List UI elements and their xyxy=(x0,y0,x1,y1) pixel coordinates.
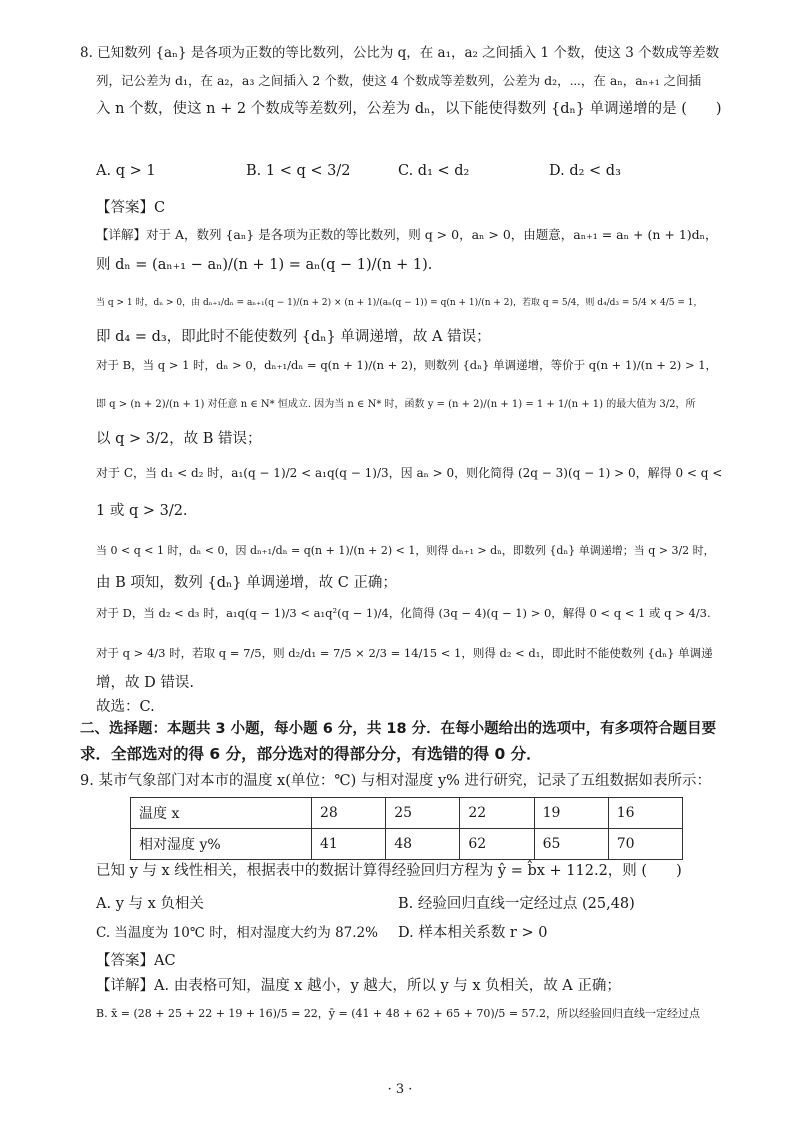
q8-solution-line-5: 对于 B，当 q > 1 时，dₙ > 0，dₙ₊₁/dₙ = q(n + 1)/(n + 2)，则数列 {dₙ} 单调递增，等价于 q(n + 1)/(n + 2) > 1， xyxy=(96,358,718,372)
q8-solution-line-3: 当 q > 1 时，dₙ > 0，由 dₙ₊₁/dₙ = aₙ₊₁(q − 1)/(n + 2) × (n + 1)/(aₙ(q − 1)) = q(n + 1)/(n + 2)，若取 q = 5/4，则 d₄/d₃ = 5/4 × 4/5 = 1， xyxy=(96,298,703,308)
q9-stem: 9. 某市气象部门对本市的温度 x(单位：℃) 与相对湿度 y% 进行研究，记录了五组数据如表所示： xyxy=(80,773,712,789)
q8-solution-line-12: 对于 D，当 d₂ < d₃ 时，a₁q(q − 1)/3 < a₁q²(q − 1)/4，化简得 (3q − 4)(q − 1) > 0，解得 0 < q < 1 或 q > 4/3. xyxy=(96,606,711,620)
q8-solution-line-14: 增，故 D 错误. xyxy=(96,675,194,691)
q8-option-d: D. d₂ < d₃ xyxy=(549,163,621,179)
q9-solution-line-1: 【详解】A. 由表格可知，温度 x 越小，y 越大，所以 y 与 x 负相关，故 A 正确； xyxy=(96,978,621,994)
q8-stem-line-2: 列，记公差为 d₁，在 a₂，a₃ 之间插入 2 个数，使这 4 个数成等差数列，公差为 d₂，⋯，在 aₙ，aₙ₊₁ 之间插 xyxy=(96,73,702,88)
q8-solution-line-7: 以 q > 3/2，故 B 错误； xyxy=(96,431,262,447)
q8-solution-line-10: 当 0 < q < 1 时，dₙ < 0，因 dₙ₊₁/dₙ = q(n + 1)/(n + 2) < 1，则得 dₙ₊₁ > dₙ，即数列 {dₙ} 单调递增；当 q > 3/2 时， xyxy=(96,544,715,557)
q8-solution-line-11: 由 B 项知，数列 {dₙ} 单调递增，故 C 正确； xyxy=(96,575,397,591)
q9-answer: 【答案】AC xyxy=(96,953,176,969)
q8-option-b: B. 1 < q < 3/2 xyxy=(246,163,351,179)
q9-data-table xyxy=(130,797,683,860)
q8-option-a: A. q > 1 xyxy=(96,163,156,179)
table-row-temperature xyxy=(131,798,683,829)
table-cell: 62 xyxy=(460,829,534,860)
q8-option-c: C. d₁ < d₂ xyxy=(398,163,470,179)
q8-solution-line-6: 即 q > (n + 2)/(n + 1) 对任意 n ∈ N* 恒成立. 因为当 n ∈ N* 时，函数 y = (n + 2)/(n + 1) = 1 + 1/(n + 1) 的最大值为 3/2，所 xyxy=(96,399,696,410)
q9-option-c: C. 当温度为 10℃ 时，相对湿度大约为 87.2% xyxy=(96,925,378,941)
q9-option-b: B. 经验回归直线一定经过点 (25,48) xyxy=(398,896,635,912)
q8-solution-line-13: 对于 q > 4/3 时，若取 q = 7/5，则 d₂/d₁ = 7/5 × 2/3 = 14/15 < 1，则得 d₂ < d₁，即此时不能使数列 {dₙ} 单调递 xyxy=(96,646,713,660)
table-cell: 16 xyxy=(608,798,682,829)
page-number: · 3 · xyxy=(387,1082,413,1097)
q9-option-d: D. 样本相关系数 r > 0 xyxy=(398,925,548,941)
q8-stem-line-1: 8. 已知数列 {aₙ} 是各项为正数的等比数列，公比为 q，在 a₁，a₂ 之间插入 1 个数，使这 3 个数成等差数 xyxy=(80,45,720,61)
q8-answer: 【答案】C xyxy=(96,200,166,216)
table-cell: 48 xyxy=(386,829,460,860)
section2-heading-line-1: 二、选择题：本题共 3 小题，每小题 6 分，共 18 分．在每小题给出的选项中，有多项符合题目要 xyxy=(80,721,717,737)
q9-option-a: A. y 与 x 负相关 xyxy=(96,896,204,912)
q8-solution-line-8: 对于 C，当 d₁ < d₂ 时，a₁(q − 1)/2 < a₁q(q − 1)/3，因 aₙ > 0，则化简得 (2q − 3)(q − 1) > 0，解得 0 < q < xyxy=(96,466,723,480)
q9-stem-2: 已知 y 与 x 线性相关，根据表中的数据计算得经验回归方程为 ŷ = b̂x + 112.2，则 ( ) xyxy=(96,863,682,879)
table-cell: 28 xyxy=(312,798,386,829)
q8-solution-line-4: 即 d₄ = d₃，即此时不能使数列 {dₙ} 单调递增，故 A 错误； xyxy=(96,329,491,345)
q8-solution-line-9: 1 或 q > 3/2. xyxy=(96,503,188,519)
table-cell: 25 xyxy=(386,798,460,829)
table-cell: 22 xyxy=(460,798,534,829)
table-cell: 65 xyxy=(534,829,608,860)
section2-heading-line-2: 求．全部选对的得 6 分，部分选对的得部分分，有选错的得 0 分． xyxy=(80,745,542,763)
table-cell: 70 xyxy=(608,829,682,860)
q9-solution-line-2: B. x̄ = (28 + 25 + 22 + 19 + 16)/5 = 22，ȳ = (41 + 48 + 62 + 65 + 70)/5 = 57.2，所以经验回归直线一定经过点 xyxy=(96,1007,701,1020)
table-row-humidity xyxy=(131,829,683,860)
table-row-label: 温度 x xyxy=(131,798,312,829)
table-row-label: 相对湿度 y% xyxy=(131,829,312,860)
q8-solution-line-1: 【详解】对于 A，数列 {aₙ} 是各项为正数的等比数列，则 q > 0，aₙ > 0，由题意，aₙ₊₁ = aₙ + (n + 1)dₙ， xyxy=(96,227,718,242)
q8-stem-line-3: 入 n 个数，使这 n + 2 个数成等差数列，公差为 dₙ，以下能使得数列 {dₙ} 单调递增的是 ( ) xyxy=(96,101,722,117)
table-cell: 41 xyxy=(312,829,386,860)
table-cell: 19 xyxy=(534,798,608,829)
q8-solution-line-2: 则 dₙ = (aₙ₊₁ − aₙ)/(n + 1) = aₙ(q − 1)/(n + 1). xyxy=(96,257,433,273)
q8-solution-line-15: 故选：C. xyxy=(96,699,155,715)
